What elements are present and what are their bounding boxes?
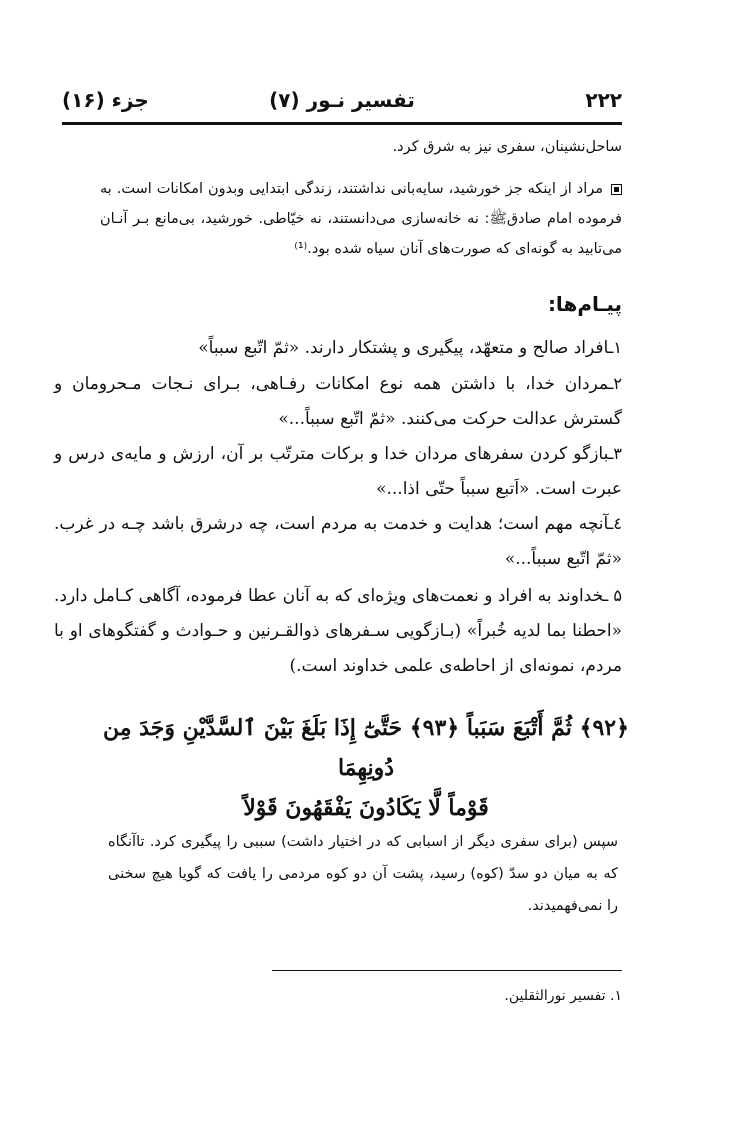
footnote: ۱. تفسیر نورالثقلین. — [504, 988, 622, 1004]
quran-verse — [86, 708, 646, 828]
message-item — [54, 506, 622, 577]
messages-heading: پیـام‌ها: — [547, 292, 622, 316]
message-number: ۲ـ — [608, 374, 622, 393]
intro-line: ساحل‌نشینان، سفری نیز به شرق کرد. — [392, 139, 622, 155]
message-number: ۳ـ — [608, 444, 622, 463]
message-item — [54, 330, 622, 366]
verse-line-1: ﴿۹۲﴾ ثُمَّ أَتْبَعَ سَبَباً ﴿۹۳﴾ حَتَّىٰٓ إِذَا بَلَغَ بَيْنَ ٱلسَّدَّيْنِ وَجَدَ مِن دُونِهِمَا — [102, 715, 630, 781]
message-item — [54, 578, 622, 684]
message-number: ۱ـ — [608, 338, 622, 357]
message-text: خداوند به افراد و نعمت‌های ویژه‌ای که به آنان عطا فرموده، آگاهی کـامل دارد. «احطنا بما لدیه خُبراً» (بـازگویی سـفرهای ذوالقـرنین و حـوادث و گفتگوهای او با مردم، نمونه‌ای از احاطه‌ی علمی خداوند است.) — [54, 586, 622, 676]
message-number: ۵ ـ — [603, 586, 622, 605]
message-text: افراد صالح و متعهّد، پیگیری و پشتکار دارند. «ثمّ اتّبع سبباً» — [198, 338, 609, 358]
message-number: ٤ـ — [608, 514, 622, 533]
message-text: آنچه مهم است؛ هدایت و خدمت به مردم است، چه درشرق باشد چـه در غرب. «ثمّ اتّبع سبباً...» — [54, 514, 622, 569]
book-title: تفسیر نـور (۷) — [269, 88, 415, 112]
verse-line-2: قَوْماً لَّا يَكَادُونَ يَفْقَهُونَ قَوْلاً — [243, 795, 489, 821]
note-text: مراد از اینکه جز خورشید، سایه‌بانی نداشتند، زندگی ابتدایی وبدون امکانات است. به فرموده امام صادقﷺ: نه خانه‌سازی می‌دانستند، نه خیّاطی. خورشید، بی‌مانع بـر آنـان می‌تابید به گونه‌ای که صورت‌های آنان سیاه شده بود.⁽¹⁾ — [100, 181, 622, 257]
verse-translation: سپس (برای سفری دیگر از اسبابی که در اختیار داشت) سببی را پیگیری کرد. تاآنگاه که به میان دو سدّ (کوه) رسید، پشت آن دو کوه مردمی را یافت که گویا هیچ سخنی را نمی‌فهمیدند. — [108, 834, 618, 914]
message-text: بازگو کردن سفرهای مردان خدا و برکات مترتّب بر آن، ارزش و مایه‌ی درس و عبرت است. «اَتبع سبباً حتّی اذا...» — [54, 444, 622, 499]
page-number: ۲۲۲ — [585, 88, 622, 112]
running-header — [62, 88, 622, 118]
message-item — [54, 436, 622, 507]
message-text: مردان خدا، با داشتن همه نوع امکانات رفـاهی، بـرای نـجات مـحرومان و گسترش عدالت حرکت می‌کنند. «ثمّ اتّبع سبباً...» — [54, 374, 622, 429]
note-paragraph — [100, 174, 622, 264]
footnote-rule — [272, 970, 622, 971]
message-item — [54, 366, 622, 437]
header-rule — [62, 122, 622, 125]
juz-label: جزء (۱۶) — [62, 88, 149, 112]
square-bullet-icon — [611, 184, 622, 195]
